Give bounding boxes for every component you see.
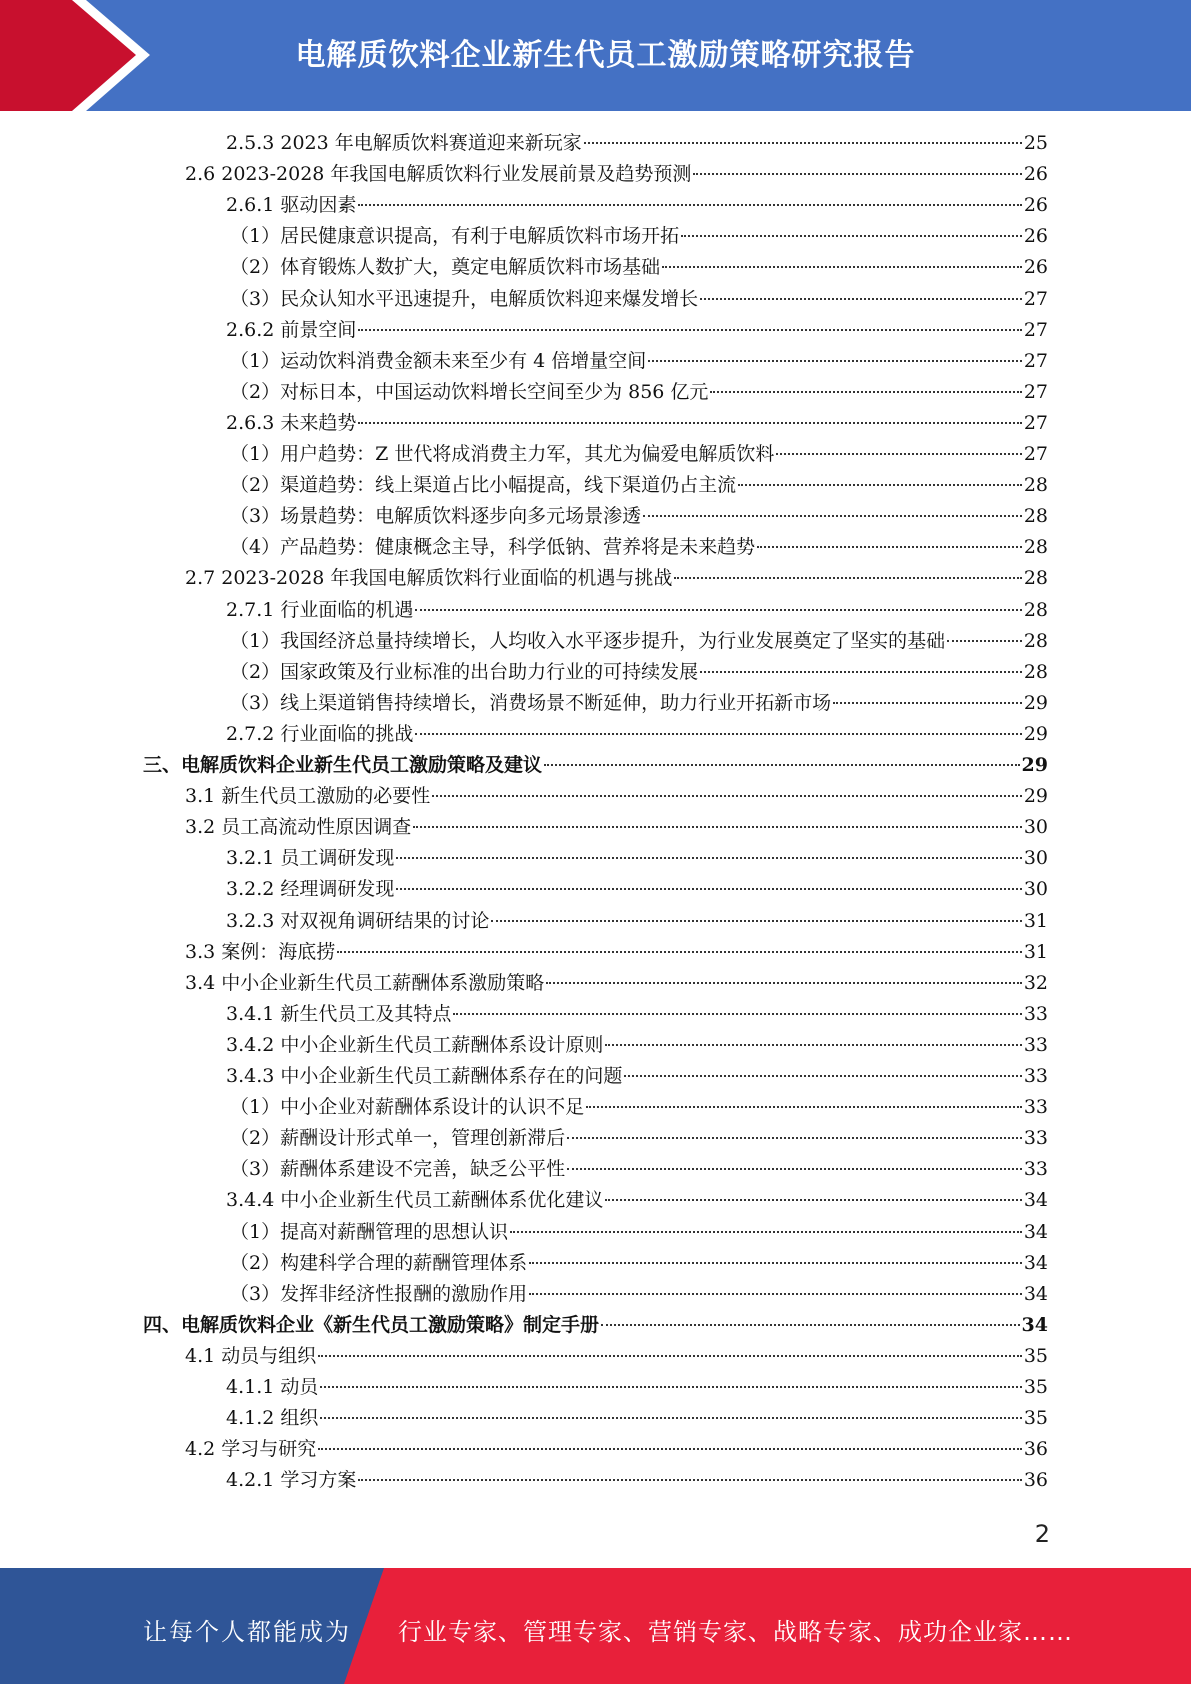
toc-entry-page: 36 xyxy=(1023,1438,1048,1461)
toc-entry[interactable] xyxy=(226,1372,1048,1403)
toc-entry-page: 34 xyxy=(1021,1313,1048,1336)
toc-entry-page: 27 xyxy=(1023,411,1048,434)
toc-entry-label: （3）发挥非经济性报酬的激励作用 xyxy=(230,1282,528,1305)
toc-dot-leader xyxy=(674,576,1021,579)
toc-entry-label: （1）我国经济总量持续增长，人均收入水平逐步提升，为行业发展奠定了坚实的基础 xyxy=(230,629,946,652)
toc-dot-leader xyxy=(833,701,1022,704)
toc-entry[interactable] xyxy=(226,315,1048,346)
toc-entry-label: （3）场景趋势：电解质饮料逐步向多元场景渗透 xyxy=(230,505,642,528)
toc-dot-leader xyxy=(318,1354,1022,1357)
toc-entry-label: 3.4.4 中小企业新生代员工薪酬体系优化建议 xyxy=(226,1189,604,1212)
toc-entry-page: 27 xyxy=(1023,380,1048,403)
toc-entry-label: 4.1.2 组织 xyxy=(226,1407,319,1430)
toc-entry-label: 2.6 2023-2028 年我国电解质饮料行业发展前景及趋势预测 xyxy=(185,163,692,186)
toc-dot-leader xyxy=(510,1230,1022,1233)
toc-entry-label: 三、电解质饮料企业新生代员工激励策略及建议 xyxy=(143,754,543,776)
toc-entry-label: 3.3 案例：海底捞 xyxy=(185,940,336,963)
toc-dot-leader xyxy=(648,359,1022,362)
toc-dot-leader xyxy=(413,825,1022,828)
toc-entry-page: 33 xyxy=(1023,1127,1048,1150)
toc-entry-page: 34 xyxy=(1023,1220,1048,1243)
toc-dot-leader xyxy=(681,234,1022,237)
toc-dot-leader xyxy=(601,1323,1020,1326)
toc-dot-leader xyxy=(415,732,1021,735)
toc-entry-page: 36 xyxy=(1023,1469,1048,1492)
toc-entry-label: （2）渠道趋势：线上渠道占比小幅提高，线下渠道仍占主流 xyxy=(230,474,737,497)
toc-entry-page: 29 xyxy=(1023,691,1048,714)
page-header xyxy=(0,0,1191,111)
toc-entry[interactable] xyxy=(230,1123,1048,1154)
toc-entry[interactable] xyxy=(143,1310,1048,1341)
page-number: 2 xyxy=(1034,1520,1050,1548)
toc-entry[interactable] xyxy=(185,812,1048,843)
toc-entry[interactable] xyxy=(230,1154,1048,1185)
toc-entry-page: 30 xyxy=(1023,847,1048,870)
toc-entry-label: （1）运动饮料消费金额未来至少有 4 倍增量空间 xyxy=(230,349,647,372)
toc-dot-leader xyxy=(643,514,1022,517)
toc-dot-leader xyxy=(567,1136,1022,1139)
toc-dot-leader xyxy=(584,141,1022,144)
toc-entry-page: 33 xyxy=(1023,1033,1048,1056)
toc-entry[interactable] xyxy=(185,781,1048,812)
toc-dot-leader xyxy=(358,203,1021,206)
toc-dot-leader xyxy=(318,1447,1022,1450)
toc-entry-page: 27 xyxy=(1023,349,1048,372)
toc-dot-leader xyxy=(529,1292,1022,1295)
toc-entry-page: 28 xyxy=(1023,629,1048,652)
toc-entry-page: 34 xyxy=(1023,1282,1048,1305)
toc-entry[interactable] xyxy=(230,252,1048,283)
toc-entry[interactable] xyxy=(185,1434,1048,1465)
toc-entry-page: 27 xyxy=(1023,287,1048,310)
toc-dot-leader xyxy=(700,670,1022,673)
toc-entry-label: 2.6.3 未来趋势 xyxy=(226,411,357,434)
toc-entry-label: （4）产品趋势：健康概念主导，科学低钠、营养将是未来趋势 xyxy=(230,536,756,559)
toc-dot-leader xyxy=(358,1478,1021,1481)
toc-entry[interactable] xyxy=(226,1030,1048,1061)
toc-dot-leader xyxy=(605,1198,1021,1201)
toc-entry[interactable] xyxy=(226,1403,1048,1434)
toc-entry-label: （3）民众认知水平迅速提升，电解质饮料迎来爆发增长 xyxy=(230,287,699,310)
toc-dot-leader xyxy=(396,887,1021,890)
toc-dot-leader xyxy=(710,390,1021,393)
toc-entry-page: 34 xyxy=(1023,1251,1048,1274)
toc-entry-label: 2.7 2023-2028 年我国电解质饮料行业面临的机遇与挑战 xyxy=(185,567,673,590)
toc-dot-leader xyxy=(358,328,1021,331)
toc-entry[interactable] xyxy=(185,563,1048,594)
toc-entry[interactable] xyxy=(230,221,1048,252)
toc-entry-label: 3.4.1 新生代员工及其特点 xyxy=(226,1002,452,1025)
toc-entry-label: 4.1 动员与组织 xyxy=(185,1344,317,1367)
toc-entry-label: 2.5.3 2023 年电解质饮料赛道迎来新玩家 xyxy=(226,132,582,154)
toc-entry-page: 27 xyxy=(1023,443,1048,465)
toc-entry-page: 28 xyxy=(1023,567,1048,590)
toc-entry-label: 4.2 学习与研究 xyxy=(185,1438,317,1461)
toc-entry[interactable] xyxy=(185,937,1048,968)
toc-entry-label: 3.4 中小企业新生代员工薪酬体系激励策略 xyxy=(185,971,545,994)
toc-entry-label: 3.2.2 经理调研发现 xyxy=(226,878,395,901)
toc-entry-page: 34 xyxy=(1023,1189,1048,1212)
toc-entry-label: （1）中小企业对薪酬体系设计的认识不足 xyxy=(230,1096,585,1119)
toc-entry-page: 35 xyxy=(1023,1344,1048,1367)
toc-entry-page: 33 xyxy=(1023,1096,1048,1119)
toc-dot-leader xyxy=(567,1167,1022,1170)
toc-entry-label: （3）薪酬体系建设不完善，缺乏公平性 xyxy=(230,1158,566,1181)
toc-entry-page: 30 xyxy=(1023,816,1048,839)
toc-dot-leader xyxy=(491,919,1021,922)
toc-dot-leader xyxy=(432,794,1022,797)
toc-entry[interactable] xyxy=(226,190,1048,221)
toc-entry-label: （2）体育锻炼人数扩大，奠定电解质饮料市场基础 xyxy=(230,256,661,279)
toc-entry-page: 33 xyxy=(1023,1065,1048,1087)
toc-entry-label: （2）对标日本，中国运动饮料增长空间至少为 856 亿元 xyxy=(230,380,709,403)
toc-dot-leader xyxy=(738,483,1022,486)
toc-entry-page: 28 xyxy=(1023,474,1048,497)
toc-entry-page: 32 xyxy=(1023,971,1048,994)
toc-entry-page: 35 xyxy=(1023,1407,1048,1430)
toc-dot-leader xyxy=(693,172,1021,175)
toc-entry[interactable] xyxy=(226,906,1048,937)
toc-entry[interactable] xyxy=(230,626,1048,657)
toc-entry-label: 3.4.2 中小企业新生代员工薪酬体系设计原则 xyxy=(226,1033,604,1056)
toc-entry-page: 28 xyxy=(1023,536,1048,559)
toc-entry[interactable] xyxy=(230,657,1048,688)
toc-entry[interactable] xyxy=(230,439,1048,470)
toc-entry-label: （2）构建科学合理的薪酬管理体系 xyxy=(230,1251,528,1274)
toc-entry-label: 3.2 员工高流动性原因调查 xyxy=(185,816,412,839)
toc-entry-page: 26 xyxy=(1023,256,1048,279)
toc-entry-page: 35 xyxy=(1023,1376,1048,1398)
toc-entry-page: 26 xyxy=(1023,225,1048,248)
toc-dot-leader xyxy=(453,1012,1021,1015)
toc-entry-page: 33 xyxy=(1023,1158,1048,1181)
toc-entry[interactable] xyxy=(185,1341,1048,1372)
toc-entry-label: （3）线上渠道销售持续增长，消费场景不断延伸，助力行业开拓新市场 xyxy=(230,691,832,714)
toc-dot-leader xyxy=(320,1416,1021,1419)
toc-entry-page: 29 xyxy=(1023,722,1048,745)
toc-entry[interactable] xyxy=(226,874,1048,905)
toc-dot-leader xyxy=(700,297,1022,300)
toc-dot-leader xyxy=(624,1074,1021,1077)
toc-entry[interactable] xyxy=(230,377,1048,408)
toc-dot-leader xyxy=(415,608,1021,611)
toc-dot-leader xyxy=(776,452,1021,455)
toc-entry[interactable] xyxy=(226,1465,1048,1496)
toc-entry-page: 29 xyxy=(1023,785,1048,808)
toc-entry[interactable] xyxy=(230,688,1048,719)
toc-entry-page: 26 xyxy=(1023,194,1048,217)
toc-entry-page: 29 xyxy=(1021,754,1048,776)
toc-entry-page: 28 xyxy=(1023,598,1048,621)
toc-entry-label: （1）居民健康意识提高，有利于电解质饮料市场开拓 xyxy=(230,225,680,248)
toc-dot-leader xyxy=(546,981,1022,984)
toc-entry[interactable] xyxy=(185,968,1048,999)
toc-entry-page: 33 xyxy=(1023,1002,1048,1025)
toc-entry[interactable] xyxy=(230,284,1048,315)
toc-entry-label: 3.4.3 中小企业新生代员工薪酬体系存在的问题 xyxy=(226,1065,623,1087)
toc-entry-label: 3.2.1 员工调研发现 xyxy=(226,847,395,870)
toc-entry[interactable] xyxy=(230,470,1048,501)
toc-entry-page: 28 xyxy=(1023,505,1048,528)
toc-entry-label: （2）薪酬设计形式单一，管理创新滞后 xyxy=(230,1127,566,1150)
toc-entry[interactable] xyxy=(230,532,1048,563)
toc-entry-label: 3.2.3 对双视角调研结果的讨论 xyxy=(226,909,490,932)
toc-entry[interactable] xyxy=(226,1061,1048,1092)
toc-entry-label: 3.1 新生代员工激励的必要性 xyxy=(185,785,431,808)
toc-entry-page: 31 xyxy=(1023,940,1048,963)
toc-entry-label: （2）国家政策及行业标准的出台助力行业的可持续发展 xyxy=(230,660,699,683)
toc-dot-leader xyxy=(396,856,1021,859)
toc-entry[interactable] xyxy=(226,408,1048,439)
toc-entry[interactable] xyxy=(226,719,1048,750)
toc-entry[interactable] xyxy=(226,843,1048,874)
toc-entry-label: 4.2.1 学习方案 xyxy=(226,1469,357,1492)
toc-entry-label: （1）用户趋势：Z 世代将成消费主力军，其尤为偏爱电解质饮料 xyxy=(230,443,775,465)
toc-entry-page: 26 xyxy=(1023,163,1048,186)
toc-entry-label: 2.7.2 行业面临的挑战 xyxy=(226,722,414,745)
toc-entry-page: 27 xyxy=(1023,318,1048,341)
toc-entry[interactable] xyxy=(226,1185,1048,1216)
document-title: 电解质饮料企业新生代员工激励策略研究报告 xyxy=(295,38,916,73)
toc-entry-page: 25 xyxy=(1023,132,1048,154)
toc-entry-label: 2.6.1 驱动因素 xyxy=(226,194,357,217)
toc-entry[interactable] xyxy=(230,1248,1048,1279)
toc-dot-leader xyxy=(544,763,1020,766)
toc-entry-label: 4.1.1 动员 xyxy=(226,1376,319,1398)
toc-entry[interactable] xyxy=(230,346,1048,377)
toc-entry-label: 2.6.2 前景空间 xyxy=(226,318,357,341)
toc-entry[interactable] xyxy=(226,999,1048,1030)
toc-entry[interactable] xyxy=(230,1092,1048,1123)
toc-entry[interactable] xyxy=(226,595,1048,626)
toc-dot-leader xyxy=(947,639,1022,642)
toc-entry-page: 30 xyxy=(1023,878,1048,901)
toc-dot-leader xyxy=(605,1043,1021,1046)
toc-entry[interactable] xyxy=(226,128,1048,159)
toc-entry[interactable] xyxy=(230,501,1048,532)
toc-entry-label: （1）提高对薪酬管理的思想认识 xyxy=(230,1220,509,1243)
toc-dot-leader xyxy=(586,1105,1022,1108)
toc-entry[interactable] xyxy=(185,159,1048,190)
toc-dot-leader xyxy=(662,265,1022,268)
toc-entry[interactable] xyxy=(230,1217,1048,1248)
toc-entry-label: 四、电解质饮料企业《新生代员工激励策略》制定手册 xyxy=(143,1313,600,1336)
toc-entry-page: 31 xyxy=(1023,909,1048,932)
toc-dot-leader xyxy=(529,1261,1022,1264)
page-footer xyxy=(0,1568,1191,1684)
toc-dot-leader xyxy=(337,950,1022,953)
toc-entry[interactable] xyxy=(230,1279,1048,1310)
footer-slogan-left: 让每个人都能成为 xyxy=(143,1618,351,1646)
toc-entry-label: 2.7.1 行业面临的机遇 xyxy=(226,598,414,621)
footer-slogan-right: 行业专家、管理专家、营销专家、战略专家、成功企业家…… xyxy=(398,1618,1073,1646)
toc-dot-leader xyxy=(320,1385,1021,1388)
toc-entry-page: 28 xyxy=(1023,660,1048,683)
toc-dot-leader xyxy=(358,421,1021,424)
toc-entry[interactable] xyxy=(143,750,1048,781)
toc-dot-leader xyxy=(757,545,1022,548)
